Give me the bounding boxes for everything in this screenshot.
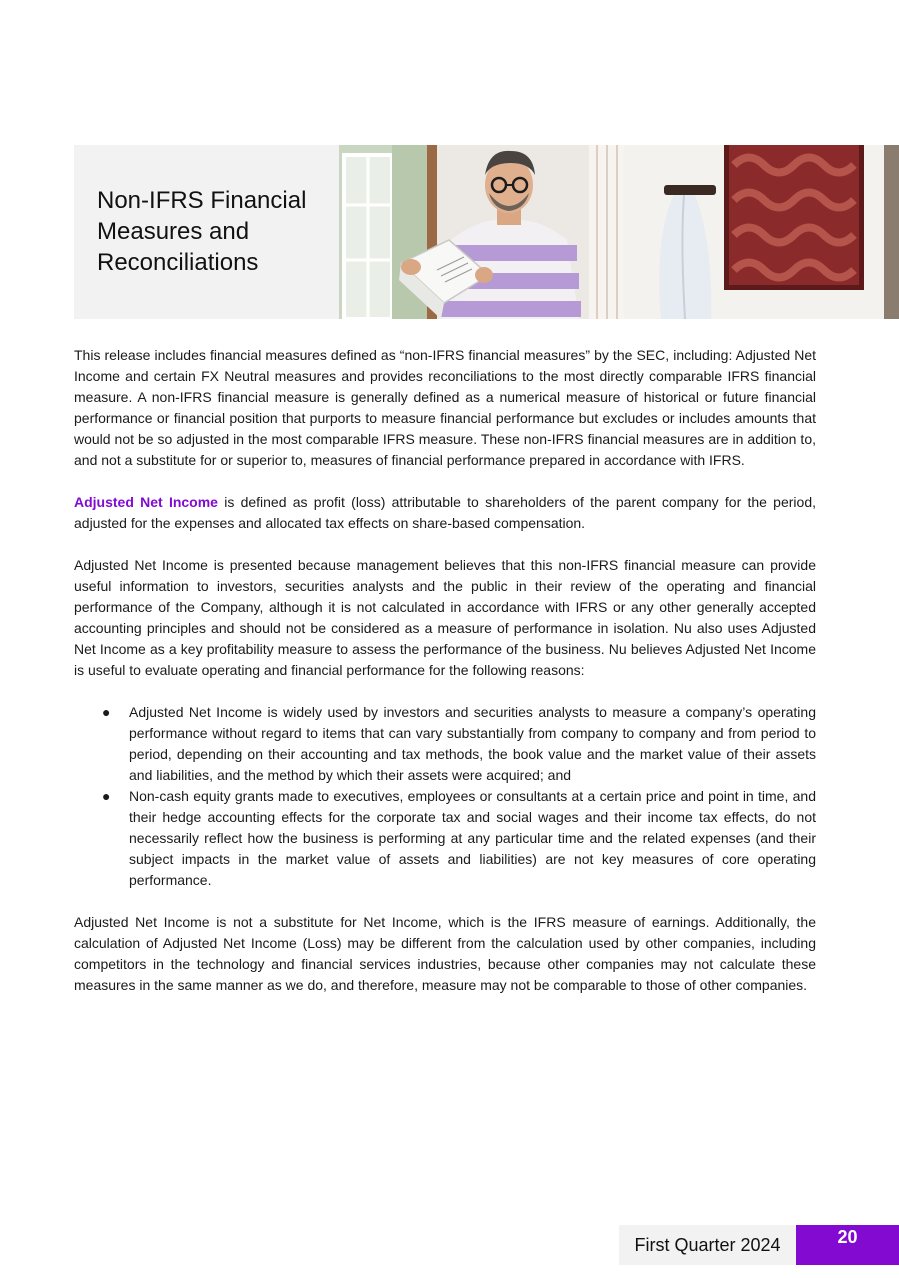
page-number: 20 <box>796 1225 899 1265</box>
list-item-text: Adjusted Net Income is widely used by investors and securities analysts to measure a company’s operating performance without regard to items that can vary substantially from company to company and from period to period, depending on their accounting and tax methods, the book value and the market value of their assets and liabilities, and the method by which their assets were acquired; and <box>129 704 816 783</box>
bullet-icon: ● <box>102 788 111 804</box>
page-title: Non-IFRS Financial Measures and Reconciliations <box>97 187 307 276</box>
intro-paragraph: This release includes financial measures defined as “non-IFRS financial measures” by the SEC, including: Adjusted Net Income and certain FX Neutral measures and provides reconciliations to the most directly comparable IFRS financial measure. A non-IFRS financial measure is generally defined as a numerical measure of historical or future financial performance or financial position that purports to measure financial performance but excludes or includes amounts that would not be so adjusted in the most comparable IFRS measure. These non-IFRS financial measures are in addition to, and not a substitute for or superior to, measures of financial performance prepared in accordance with IFRS. <box>74 347 816 468</box>
header-banner <box>74 145 899 319</box>
list-item <box>74 786 816 891</box>
disclaimer-paragraph: Adjusted Net Income is not a substitute for Net Income, which is the IFRS measure of earnings. Additionally, the calculation of Adjusted Net Income (Loss) may be different from the calculation used by other companies, including competitors in the technology and financial services industries, because other companies may not calculate these measures in the same manner as we do, and therefore, measure may not be comparable to those of other companies. <box>74 914 816 993</box>
list-item-text: Non-cash equity grants made to executives, employees or consultants at a certain price and point in time, and their hedge accounting effects for the corporate tax and social wages and their income tax effects, do not necessarily reflect how the business is performing at any particular time and the related expenses (and their subject impacts in the market value of assets and liabilities) are not key measures of core operating performance. <box>129 788 816 888</box>
header-photo <box>339 145 899 319</box>
reasons-list <box>74 702 816 891</box>
body-text <box>74 345 816 1017</box>
list-item <box>74 702 816 786</box>
bullet-icon: ● <box>102 704 111 720</box>
footer-period: First Quarter 2024 <box>619 1225 796 1265</box>
rationale-paragraph: Adjusted Net Income is presented because management believes that this non-IFRS financial measure can provide useful information to investors, securities analysts and the public in their review of the operating and financial performance of the Company, although it is not calculated in accordance with IFRS or any other generally accepted accounting principles and should not be considered as a measure of performance in isolation. Nu also uses Adjusted Net Income as a key profitability measure to assess the performance of the business. Nu believes Adjusted Net Income is useful to evaluate operating and financial performance for the following reasons: <box>74 557 816 678</box>
definition-text: is defined as profit (loss) attributable to shareholders of the parent company for the period, adjusted for the expenses and allocated tax effects on share-based compensation. <box>74 494 816 531</box>
definition-paragraph <box>74 492 816 534</box>
defined-term: Adjusted Net Income <box>74 494 218 510</box>
